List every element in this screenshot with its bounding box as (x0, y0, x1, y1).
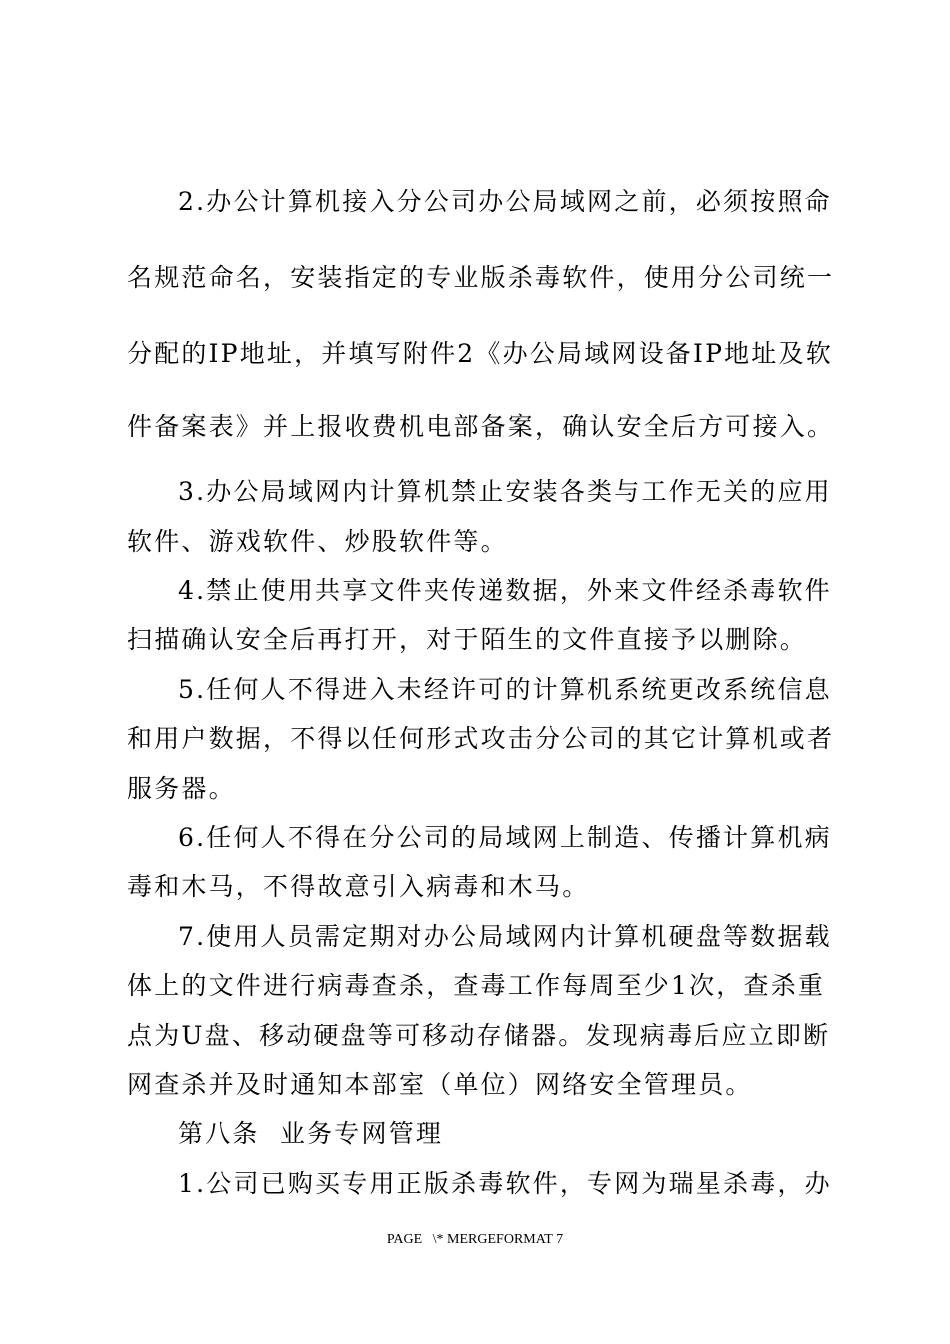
text-line: 毒和木马，不得故意引入病毒和木马。 (127, 872, 590, 901)
text-line: 3.办公局域网内计算机禁止安装各类与工作无关的应用 (178, 477, 832, 506)
text-line: 名规范命名，安装指定的专业版杀毒软件，使用分公司统一 (127, 263, 835, 292)
text-line: 体上的文件进行病毒查杀，查毒工作每周至少1次，查杀重 (127, 971, 826, 1000)
text-line: 5.任何人不得进入未经许可的计算机系统更改系统信息 (178, 675, 832, 704)
section-heading: 第八条 业务专网管理 (178, 1119, 444, 1148)
page-footer: PAGE \* MERGEFORMAT 7 (386, 1232, 564, 1247)
text-line: 7.使用人员需定期对办公局域网内计算机硬盘等数据载 (178, 922, 832, 951)
text-line: 4.禁止使用共享文件夹传递数据，外来文件经杀毒软件 (178, 576, 832, 605)
text-line: 和用户数据，不得以任何形式攻击分公司的其它计算机或者 (127, 724, 835, 753)
text-line: 6.任何人不得在分公司的局域网上制造、传播计算机病 (178, 823, 832, 852)
text-line: 网查杀并及时通知本部室（单位）网络安全管理员。 (127, 1070, 753, 1099)
text-line: 分配的IP地址，并填写附件2《办公局域网设备IP地址及软 (127, 339, 833, 368)
text-line: 软件、游戏软件、炒股软件等。 (127, 527, 508, 556)
text-line: 服务器。 (127, 774, 236, 803)
text-line: 2.办公计算机接入分公司办公局域网之前，必须按照命 (178, 187, 832, 216)
text-line: 扫描确认安全后再打开，对于陌生的文件直接予以删除。 (127, 625, 808, 654)
text-line: 点为U盘、移动硬盘等可移动存储器。发现病毒后应立即断 (127, 1021, 831, 1050)
text-line: 1.公司已购买专用正版杀毒软件，专网为瑞星杀毒，办 (178, 1169, 832, 1198)
text-line: 件备案表》并上报收费机电部备案，确认安全后方可接入。 (127, 412, 835, 441)
